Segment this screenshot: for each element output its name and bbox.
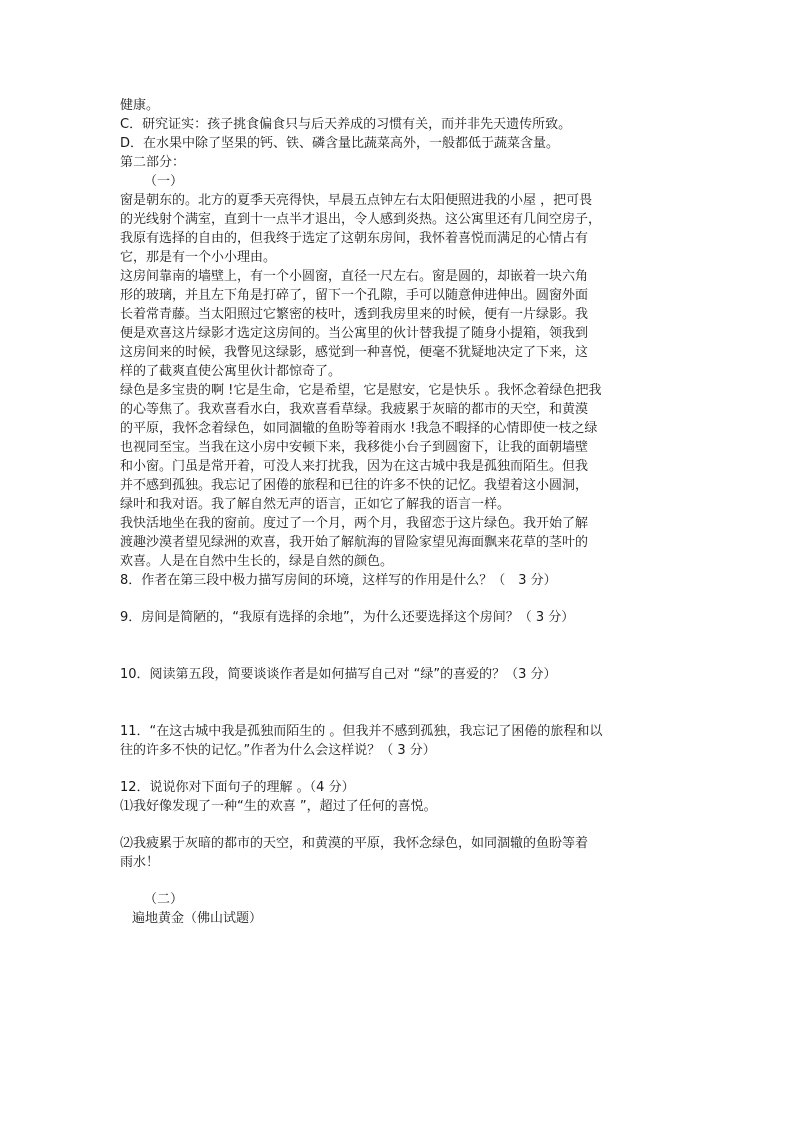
- passage-line: 的光线射个满室，直到十一点半才退出，令人感到炎热。这公寓里还有几间空房子，: [120, 212, 602, 227]
- passage-line: 的平原，我怀念着绿色，如同涸辙的鱼盼等着雨水 !我急不暇择的心情即使一枝之绿: [120, 421, 598, 436]
- section-two-title: 遍地黄金（佛山试题）: [132, 911, 263, 926]
- option-d: D．在水果中除了坚果的钙、铁、磷含量比蔬菜高外，一般都低于蔬菜含量。: [120, 136, 560, 151]
- document-page: [120, 96, 680, 928]
- section-one-label: （一）: [144, 174, 184, 189]
- passage-line: 绿叶和我对语。我了解自然无声的语言，正如它了解我的语言一样。: [120, 497, 511, 512]
- option-c: C．研究证实：孩子挑食偏食只与后天养成的习惯有关，而并非先天遗传所致。: [120, 117, 572, 132]
- passage: [120, 191, 680, 571]
- passage-line: 渡趣沙漠者望见绿洲的欢喜，我开始了解航海的冒险家望见海面飘来花草的茎叶的: [120, 535, 589, 550]
- question-9: 9．房间是简陋的，“我原有选择的余地”，为什么还要选择这个房间？（ 3 分）: [120, 610, 575, 625]
- question-11-line: 往的许多不快的记忆。”作者为什么会这样说？（ 3 分）: [120, 743, 436, 758]
- passage-line: 它，那是有一个小小理由。: [120, 250, 277, 265]
- passage-line: 欢喜。人是在自然中生长的，绿是自然的颜色。: [120, 554, 394, 569]
- question-10: 10．阅读第五段，简要谈谈作者是如何描写自己对 “绿”的喜爱的？（3 分）: [120, 667, 557, 682]
- text-line: 健康。: [120, 98, 160, 113]
- passage-line: 和小窗。门虽是常开着，可没人来打扰我，因为在这古城中我是孤独而陌生。但我: [120, 459, 589, 474]
- question-11-line: 11．“在这古城中我是孤独而陌生的 。但我并不感到孤独，我忘记了困倦的旅程和以: [120, 724, 603, 739]
- question-12: 12．说说你对下面句子的理解 。（4 分）: [120, 780, 355, 795]
- passage-line: 我快活地坐在我的窗前。度过了一个月，两个月，我留恋于这片绿色。我开始了解: [120, 516, 589, 531]
- question-12-item-2-line: ⑵我疲累于灰暗的都市的天空，和黄漠的平原，我怀念绿色，如同涸辙的鱼盼等着: [120, 836, 589, 851]
- passage-line: 长着常青藤。当太阳照过它繁密的枝叶，透到我房里来的时候，便有一片绿影。我: [120, 307, 589, 322]
- question-12-item-2-line: 雨水！: [120, 855, 160, 870]
- passage-line: 形的玻璃，并且左下角是打碎了，留下一个孔隙，手可以随意伸进伸出。圆窗外面: [120, 288, 589, 303]
- question-12-item-1: ⑴我好像发现了一种“生的欢喜 ”，超过了任何的喜悦。: [120, 799, 437, 814]
- passage-line: 样的了截爽直使公寓里伙计都惊奇了。: [120, 364, 342, 379]
- section-two-label: （二）: [144, 892, 184, 907]
- passage-line: 也视同至宝。当我在这小房中安顿下来，我移徙小台子到圆窗下，让我的面朝墙壁: [120, 440, 589, 455]
- passage-line: 便是欢喜这片绿影才选定这房间的。当公寓里的伙计替我提了随身小提箱，领我到: [120, 326, 589, 341]
- passage-line: 绿色是多宝贵的啊 !它是生命，它是希望，它是慰安，它是快乐 。我怀念着绿色把我: [120, 383, 602, 398]
- passage-line: 这房间来的时候，我瞥见这绿影，感觉到一种喜悦，便毫不犹疑地决定了下来，这: [120, 345, 589, 360]
- passage-line: 这房间靠南的墙壁上，有一个小圆窗，直径一尺左右。窗是圆的，却嵌着一块六角: [120, 269, 589, 284]
- question-8: 8．作者在第三段中极力描写房间的环境，这样写的作用是什么？（ 3 分）: [120, 573, 557, 588]
- passage-line: 的心等焦了。我欢喜看水白，我欢喜看草绿。我疲累于灰暗的都市的天空，和黄漠: [120, 402, 589, 417]
- passage-line: 并不感到孤独。我忘记了困倦的旅程和已往的许多不快的记忆。我望着这小圆洞，: [120, 478, 589, 493]
- passage-line: 我原有选择的自由的，但我终于选定了这朝东房间，我怀着喜悦而满足的心情占有: [120, 231, 589, 246]
- part-two-heading: 第二部分：: [120, 155, 186, 170]
- passage-line: 窗是朝东的。北方的夏季天亮得快，早晨五点钟左右太阳便照进我的小屋 ，把可畏: [120, 193, 593, 208]
